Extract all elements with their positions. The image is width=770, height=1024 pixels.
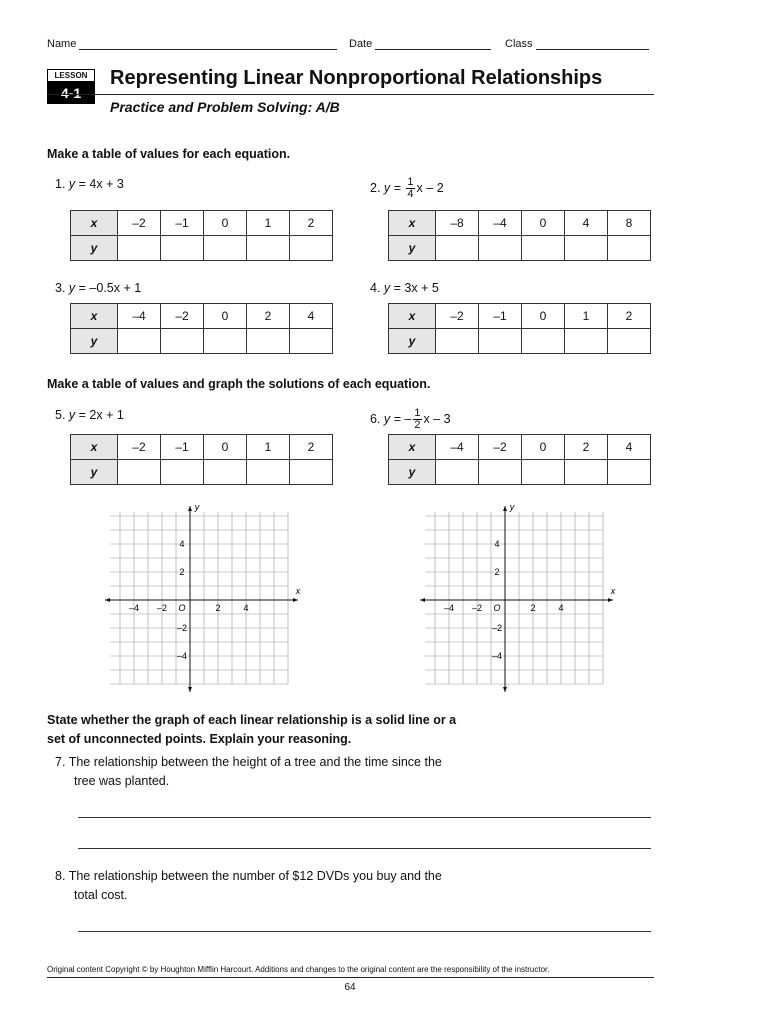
x-axis-arrow-left [420,598,425,602]
y-answer-cell[interactable] [436,460,479,485]
y-tick-label: –4 [176,651,188,661]
y-answer-cell[interactable] [522,460,565,485]
problem-number: 4. [370,281,381,295]
y-answer-cell[interactable] [522,236,565,261]
problem-2-table [388,210,651,261]
section3-instruction-line2: set of unconnected points. Explain your reasoning. [47,732,352,746]
x-axis-arrow-right [608,598,613,602]
y-tick-label: –2 [491,623,503,633]
y-answer-cell[interactable] [608,236,651,261]
y-answer-cell[interactable] [436,236,479,261]
y-header: y [71,329,118,354]
x-tick-label: –4 [128,603,140,613]
x-value-cell: –4 [479,211,522,236]
x-value-cell: –1 [161,211,204,236]
x-value-cell: –2 [479,435,522,460]
answer-line-7b[interactable] [78,848,651,849]
y-answer-cell[interactable] [204,329,247,354]
problem-4-table [388,303,651,354]
class-field[interactable] [505,38,649,50]
fraction [406,177,414,200]
x-header: x [71,304,118,329]
x-value-cell: 1 [565,304,608,329]
y-answer-cell[interactable] [290,329,333,354]
equation-lhs: y [68,281,76,295]
x-header: x [71,435,118,460]
x-value-cell: 0 [522,304,565,329]
equation-rhs: = 2x + 1 [75,408,124,422]
table-row-x [389,304,651,329]
equation-rhs: = 4x + 3 [75,177,124,191]
problem-4-equation [370,281,439,295]
x-value-cell: 2 [608,304,651,329]
page-title: Representing Linear Nonproportional Relationships [110,67,603,89]
fraction-denominator: 4 [407,188,414,200]
coordinate-grid-1[interactable] [105,502,305,702]
x-axis-label: x [610,586,616,596]
x-tick-label: 2 [215,603,221,613]
section1-instruction: Make a table of values for each equation. [47,147,291,161]
question-7-line1: The relationship between the height of a tree and the time since the [68,755,442,769]
x-value-cell: –4 [436,435,479,460]
equation-rhs: x – 3 [423,411,451,426]
y-axis-arrow-up [503,506,507,511]
x-header: x [389,435,436,460]
name-field[interactable] [47,38,337,50]
x-value-cell: 2 [247,304,290,329]
class-label: Class [505,38,533,50]
problem-number: 5. [55,408,66,422]
problem-3-equation [55,281,141,295]
y-answer-cell[interactable] [565,329,608,354]
y-header: y [389,329,436,354]
x-tick-label: –2 [156,603,168,613]
table-row-y [389,329,651,354]
x-value-cell: –2 [118,211,161,236]
y-header: y [389,236,436,261]
problem-number: 3. [55,281,66,295]
y-tick-label: –2 [176,623,188,633]
x-header: x [389,211,436,236]
x-value-cell: 4 [290,304,333,329]
equation-rhs: = –0.5x + 1 [75,281,142,295]
answer-line-7a[interactable] [78,817,651,818]
date-field[interactable] [349,38,491,50]
y-answer-cell[interactable] [479,236,522,261]
y-axis-arrow-down [503,687,507,692]
x-value-cell: –4 [118,304,161,329]
y-answer-cell[interactable] [247,460,290,485]
table-row-y [389,236,651,261]
page-number: 64 [344,982,356,993]
y-answer-cell[interactable] [565,236,608,261]
copyright-footer: Original content Copyright © by Houghton Mifflin Harcourt. Additions and changes to the original content are the responsibility of the instructor. [47,965,550,974]
question-7-number: 7. [55,755,66,769]
y-answer-cell[interactable] [522,329,565,354]
y-answer-cell[interactable] [118,460,161,485]
date-line [375,39,491,50]
table-row-y [71,236,333,261]
table-row-x [389,435,651,460]
table-row-y [71,460,333,485]
x-value-cell: 0 [204,435,247,460]
y-answer-cell[interactable] [118,236,161,261]
origin-label: O [178,603,186,613]
question-7-line2: tree was planted. [74,774,170,788]
x-header: x [71,211,118,236]
y-answer-cell[interactable] [118,329,161,354]
y-answer-cell[interactable] [608,329,651,354]
table-row-y [71,329,333,354]
y-answer-cell[interactable] [204,460,247,485]
x-value-cell: –1 [479,304,522,329]
problem-6-equation [370,408,451,431]
table-row-y [389,460,651,485]
x-axis-label: x [295,586,301,596]
y-answer-cell[interactable] [247,236,290,261]
equation-lhs: y [68,408,76,422]
x-header: x [389,304,436,329]
x-value-cell: 2 [565,435,608,460]
x-value-cell: 2 [290,435,333,460]
x-tick-label: –4 [443,603,455,613]
y-tick-label: –4 [491,651,503,661]
y-tick-label: 4 [494,539,500,549]
y-answer-cell[interactable] [161,460,204,485]
x-value-cell: –2 [436,304,479,329]
fraction-numerator: 1 [407,176,414,188]
y-tick-label: 4 [179,539,185,549]
fraction [413,408,421,431]
class-line [536,39,649,50]
y-answer-cell[interactable] [161,329,204,354]
question-7 [55,755,442,769]
y-answer-cell[interactable] [290,236,333,261]
y-answer-cell[interactable] [204,236,247,261]
equation-lhs: y [383,281,391,295]
equation-lhs: y [68,177,76,191]
problem-2-equation [370,177,444,200]
problem-6-table [388,434,651,485]
y-tick-label: 2 [494,567,500,577]
y-header: y [71,460,118,485]
y-axis-arrow-down [188,687,192,692]
x-value-cell: 0 [204,304,247,329]
x-value-cell: 1 [247,435,290,460]
name-label: Name [47,38,77,50]
lesson-number: 4-1 [47,82,95,104]
y-axis-label: y [194,502,200,512]
fraction-denominator: 2 [414,419,421,431]
problem-3-table [70,303,333,354]
x-value-cell: –8 [436,211,479,236]
section2-instruction: Make a table of values and graph the solutions of each equation. [47,377,431,391]
x-value-cell: –1 [161,435,204,460]
table-row-x [71,435,333,460]
x-value-cell: 0 [522,211,565,236]
y-answer-cell[interactable] [247,329,290,354]
x-tick-label: 2 [530,603,536,613]
x-value-cell: 2 [290,211,333,236]
y-answer-cell[interactable] [565,460,608,485]
y-answer-cell[interactable] [161,236,204,261]
question-8-line2: total cost. [74,888,128,902]
x-tick-label: –2 [471,603,483,613]
table-row-x [71,304,333,329]
y-header: y [71,236,118,261]
x-value-cell: 0 [522,435,565,460]
problem-5-table [70,434,333,485]
question-8-number: 8. [55,869,66,883]
problem-5-equation [55,408,124,422]
question-8 [55,869,442,883]
x-value-cell: 1 [247,211,290,236]
origin-label: O [493,603,501,613]
x-value-cell: 8 [608,211,651,236]
x-axis-arrow-left [105,598,110,602]
x-value-cell: 4 [608,435,651,460]
coordinate-grid-2[interactable] [420,502,620,702]
table-row-x [71,211,333,236]
x-value-cell: –2 [118,435,161,460]
y-answer-cell[interactable] [479,329,522,354]
x-tick-label: 4 [243,603,249,613]
y-answer-cell[interactable] [608,460,651,485]
equation-rhs: = 3x + 5 [390,281,439,295]
equation-lhs: y = [383,180,405,195]
y-answer-cell[interactable] [290,460,333,485]
x-value-cell: 4 [565,211,608,236]
x-value-cell: –2 [161,304,204,329]
y-header: y [389,460,436,485]
y-axis-label: y [509,502,515,512]
x-axis-arrow-right [293,598,298,602]
x-value-cell: 0 [204,211,247,236]
problem-number: 2. [370,180,381,195]
fraction-numerator: 1 [414,407,421,419]
name-line [79,39,337,50]
equation-rhs: x – 2 [416,180,444,195]
title-divider [47,94,654,95]
page-subtitle: Practice and Problem Solving: A/B [110,99,340,115]
y-answer-cell[interactable] [436,329,479,354]
answer-line-8[interactable] [78,931,651,932]
y-tick-label: 2 [179,567,185,577]
date-label: Date [349,38,373,50]
table-row-x [389,211,651,236]
lesson-label: LESSON [47,69,95,82]
equation-lhs: y = – [383,411,412,426]
problem-number: 1. [55,177,66,191]
problem-1-table [70,210,333,261]
y-axis-arrow-up [188,506,192,511]
question-8-line1: The relationship between the number of $12 DVDs you buy and the [68,869,442,883]
problem-1-equation [55,177,124,191]
section3-instruction-line1: State whether the graph of each linear relationship is a solid line or a [47,713,457,727]
footer-divider [47,977,654,978]
y-answer-cell[interactable] [479,460,522,485]
x-tick-label: 4 [558,603,564,613]
problem-number: 6. [370,411,381,426]
lesson-badge [47,69,95,105]
